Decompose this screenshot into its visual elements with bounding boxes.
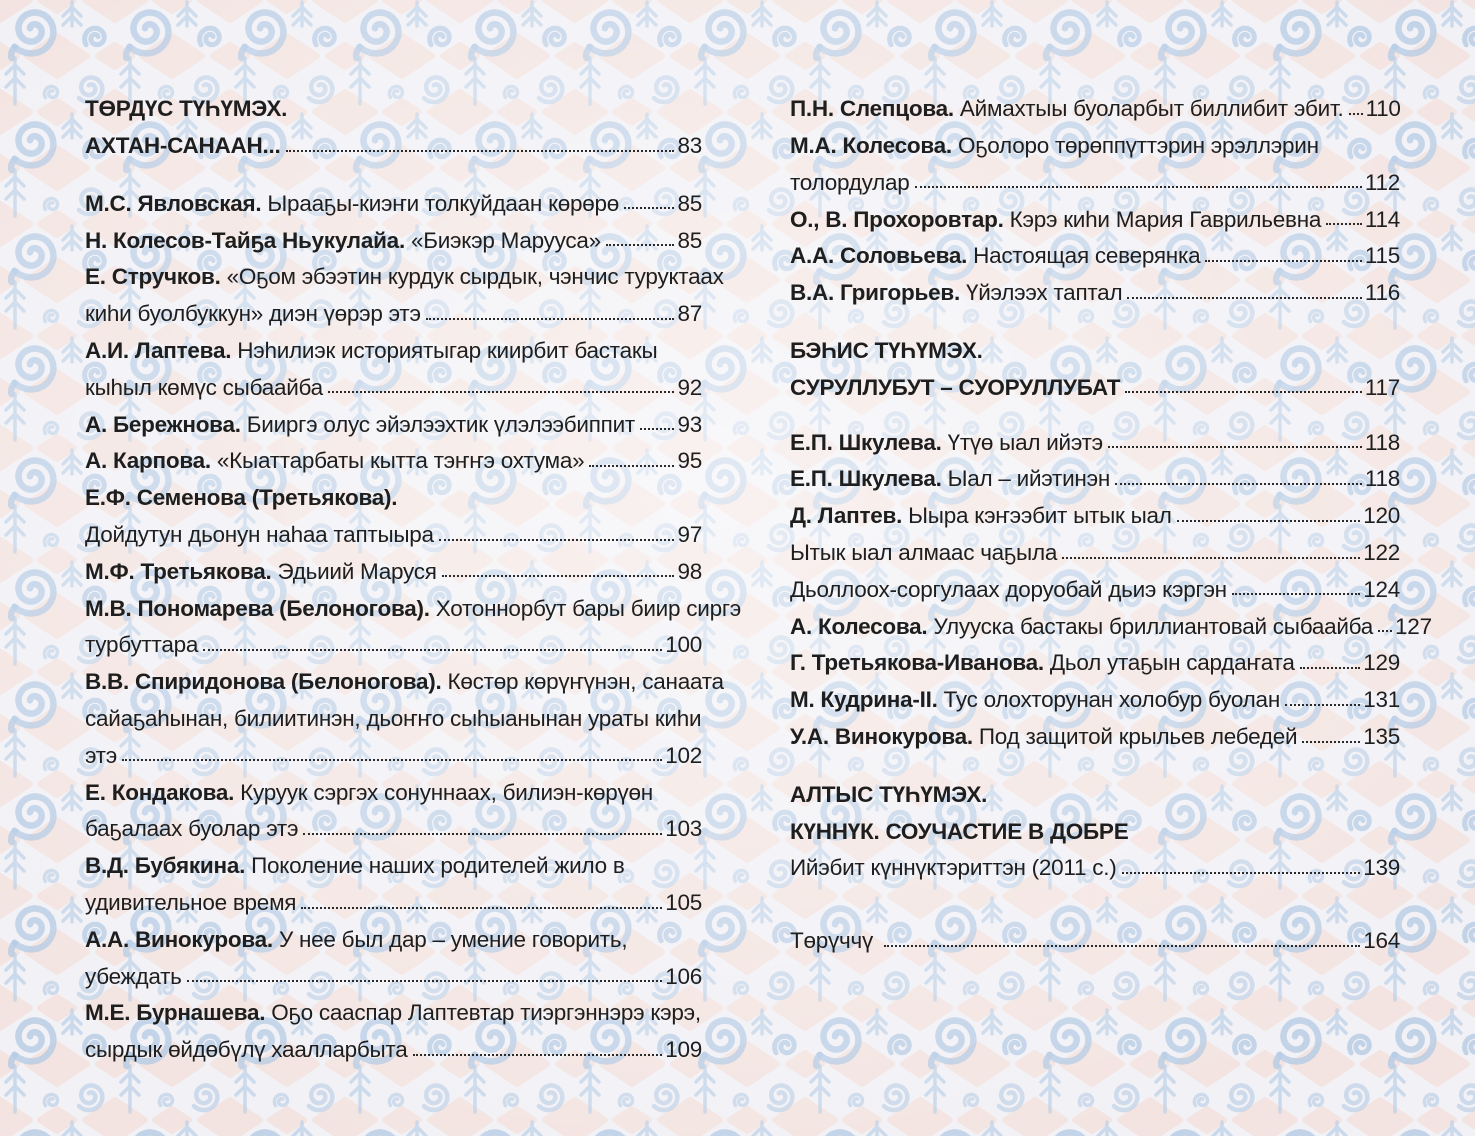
toc-entry-title: Ырааҕы-киэҥи толкуйдаан көрөрө <box>261 190 620 216</box>
leader-dots <box>1349 113 1363 115</box>
toc-column-right <box>790 84 1432 1062</box>
toc-entry-line <box>790 638 1400 675</box>
table-of-contents <box>85 84 1432 1063</box>
toc-entry-line <box>85 215 702 252</box>
page-number: 164 <box>1363 928 1400 954</box>
page-number: 103 <box>665 816 702 842</box>
page-number: 114 <box>1364 206 1400 232</box>
toc-entry-line <box>790 454 1400 491</box>
toc-entry-line <box>85 84 702 121</box>
page-number: 131 <box>1363 687 1400 713</box>
leader-dots <box>884 945 1360 947</box>
leader-dots <box>1285 704 1360 706</box>
toc-entry-line <box>85 179 702 216</box>
toc-entry-title: кыһыл көмүс сыбаайба <box>85 374 323 400</box>
toc-entry-title: этэ <box>85 742 118 768</box>
page-number: 87 <box>677 301 702 327</box>
toc-entry-line <box>790 843 1400 880</box>
toc-entry-author: А.И. Лаптева. <box>85 337 232 363</box>
page-number: 85 <box>677 190 702 216</box>
toc-entry-author: Н. Колесов-Тайҕа Ньукулайа. <box>85 227 405 253</box>
toc-entry-author: Е. Стручков. <box>85 264 221 290</box>
toc-entry-line <box>790 491 1400 528</box>
page-number: 109 <box>665 1037 702 1063</box>
page-number: 139 <box>1363 855 1400 881</box>
toc-entry-title: Нэһилиэк историятыгар киирбит бастакы <box>231 337 658 363</box>
toc-entry-author: А. Карпова. <box>85 448 211 474</box>
toc-entry-line <box>790 601 1432 639</box>
leader-dots <box>1302 741 1360 743</box>
toc-entry-line <box>790 84 1400 121</box>
page-number: 83 <box>677 132 702 158</box>
leader-dots <box>301 907 662 909</box>
leader-dots <box>1127 297 1362 299</box>
toc-entry-line <box>85 252 724 290</box>
page-number: 100 <box>665 632 702 658</box>
page-number: 112 <box>1364 169 1400 195</box>
toc-entry-author: В.В. Спиридонова (Белоногова). <box>85 669 442 695</box>
toc-entry-line <box>790 675 1400 712</box>
toc-entry-line <box>790 806 1400 843</box>
toc-entry-line <box>790 528 1400 565</box>
page-number: 120 <box>1363 503 1400 529</box>
toc-entry-author: О., В. Прохоровтар. <box>790 206 1004 232</box>
toc-entry-title: сырдык өйдөбүлү хаалларбыта <box>85 1037 408 1063</box>
toc-entry-author: М.В. Пономарева (Белоногова). <box>85 595 430 621</box>
leader-dots <box>1122 872 1361 874</box>
toc-entry-title: У нее был дар – умение говорить, <box>272 926 628 952</box>
section-spacer <box>790 749 1400 770</box>
toc-entry-line <box>790 158 1400 195</box>
toc-entry-author: Е.П. Шкулева. <box>790 429 942 455</box>
leader-dots <box>1062 557 1360 559</box>
toc-entry-title: Көстөр көрүҥүнэн, санаата <box>441 669 724 695</box>
toc-entry-title: Хотоннорбут бары биир сиргэ <box>429 595 742 621</box>
toc-entry-author: В.А. Григорьев. <box>790 280 960 306</box>
page-number: 129 <box>1363 650 1400 676</box>
toc-entry-author: М.Ф. Третьякова. <box>85 558 272 584</box>
page-number: 118 <box>1364 429 1400 455</box>
toc-entry-line <box>790 231 1400 268</box>
leader-dots <box>1378 630 1392 632</box>
toc-entry-title: убеждать <box>85 963 182 989</box>
toc-entry-title: баҕалаах буолар этэ <box>85 816 299 842</box>
page-number: 106 <box>665 963 702 989</box>
page-number: 110 <box>1365 96 1401 122</box>
toc-entry-line <box>85 289 702 326</box>
toc-entry-title: удивительное время <box>85 889 297 915</box>
toc-entry-title: сайаҕаһынан, билиитинэн, дьоҥҥо сыһыанынан ураты киһи <box>85 705 702 731</box>
leader-dots <box>589 465 674 467</box>
toc-entry-title: Куруук сэргэх сонуннаах, билиэн-көрүөн <box>234 779 653 805</box>
toc-entry-line <box>790 121 1400 158</box>
leader-dots <box>413 1054 663 1056</box>
leader-dots <box>1125 391 1362 393</box>
toc-entry-title: Ийэбит күннүктэриттэн (2011 с.) <box>790 855 1117 881</box>
page-number: 102 <box>665 742 702 768</box>
toc-entry-line <box>85 731 702 768</box>
toc-entry-line <box>790 417 1400 454</box>
section-spacer <box>790 880 1400 916</box>
toc-entry-author: М. Кудрина-II. <box>790 687 938 713</box>
toc-entry-title: Дьол утаҕын сардаҥата <box>1043 650 1295 676</box>
toc-entry-title: «Биэкэр Марууса» <box>404 227 601 253</box>
toc-entry-line <box>85 767 702 804</box>
toc-entry-author: Е.Ф. Семенова (Третьякова). <box>85 485 398 511</box>
toc-entry-title: «Кыаттарбаты кытта тэҥҥэ охтума» <box>210 448 585 474</box>
toc-entry-author: Д. Лаптев. <box>790 503 903 529</box>
leader-dots <box>303 833 662 835</box>
toc-entry-title: Ытык ыал алмаас чаҕыла <box>790 539 1058 565</box>
toc-entry-author: А. Бережнова. <box>85 411 241 437</box>
toc-entry-author: БЭҺИС ТҮҺҮМЭХ. <box>790 337 983 363</box>
page-number: 98 <box>677 558 702 584</box>
leader-dots <box>624 207 674 209</box>
page-number: 124 <box>1363 576 1400 602</box>
toc-entry-title: Тус олохторунан холобур буолан <box>937 687 1280 713</box>
toc-entry-title: Ыал – ийэтинэн <box>941 466 1110 492</box>
toc-entry-author: КҮННҮК. СОУЧАСТИЕ В ДОБРЕ <box>790 818 1129 844</box>
leader-dots <box>442 575 675 577</box>
leader-dots <box>1326 223 1362 225</box>
leader-dots <box>640 428 674 430</box>
toc-entry-author: А. Колесова. <box>790 613 928 639</box>
toc-entry-line <box>85 878 702 915</box>
toc-entry-title: «Оҕом эбээтин курдук сырдык, чэнчис туруктаах <box>220 264 724 290</box>
toc-entry-line <box>85 620 702 657</box>
toc-entry-author: АЛТЫС ТҮҺҮМЭХ. <box>790 781 988 807</box>
toc-entry-title: Дойдутун дьонун наһаа таптыыра <box>85 521 434 547</box>
leader-dots <box>915 186 1362 188</box>
toc-entry-title: Эдьиий Маруся <box>271 558 437 584</box>
toc-entry-line <box>790 712 1400 749</box>
toc-column-left <box>85 84 742 1063</box>
leader-dots <box>606 244 675 246</box>
toc-entry-line <box>790 565 1400 602</box>
toc-entry-line <box>790 916 1400 953</box>
toc-entry-line <box>85 363 702 400</box>
toc-entry-line <box>85 841 702 878</box>
leader-dots <box>1177 520 1361 522</box>
page-number: 105 <box>665 889 702 915</box>
toc-entry-line <box>790 326 1400 363</box>
page-number: 117 <box>1364 374 1400 400</box>
page-number: 118 <box>1364 466 1400 492</box>
toc-entry-title: Оҕолоро төрөппүттэрин эрэллэрин <box>951 132 1319 158</box>
toc-entry-line <box>790 770 1400 807</box>
toc-entry-author: ТӨРДҮС ТҮҺҮМЭХ. <box>85 96 288 122</box>
page-number: 127 <box>1395 613 1432 639</box>
toc-entry-line <box>85 1025 702 1062</box>
page-number: 95 <box>677 448 702 474</box>
section-spacer <box>790 399 1400 417</box>
leader-dots <box>328 391 675 393</box>
leader-dots <box>1300 667 1361 669</box>
toc-entry-line <box>85 583 742 621</box>
toc-entry-line <box>85 121 702 158</box>
toc-entry-author: Е. Кондакова. <box>85 779 235 805</box>
toc-entry-title: Дьоллоох-соргулаах доруобай дьиэ кэргэн <box>790 576 1227 602</box>
toc-entry-line <box>85 436 702 473</box>
leader-dots <box>1232 593 1360 595</box>
section-spacer <box>790 305 1400 326</box>
toc-entry-line <box>790 268 1400 305</box>
toc-entry-title: Кэрэ киһи Мария Гаврильевна <box>1003 206 1322 232</box>
toc-entry-title: Улууска бастакы бриллиантовай сыбаайба <box>927 613 1374 639</box>
toc-entry-line <box>85 547 702 584</box>
toc-entry-line <box>85 915 702 952</box>
toc-entry-title: Төрүччү <box>790 928 879 954</box>
toc-entry-title: Үтүө ыал ийэтэ <box>941 429 1103 455</box>
toc-entry-title: Поколение наших родителей жило в <box>245 853 625 879</box>
toc-entry-author: П.Н. Слепцова. <box>790 96 954 122</box>
toc-entry-title: Аймахтыы буоларбыт биллибит эбит. <box>953 96 1344 122</box>
toc-entry-title: Настоящая северянка <box>967 243 1201 269</box>
toc-entry-title: Ыыра кэҥээбит ытык ыал <box>902 503 1172 529</box>
toc-entry-title: турбуттара <box>85 632 199 658</box>
toc-entry-author: М.А. Колесова. <box>790 132 952 158</box>
leader-dots <box>1205 260 1362 262</box>
page-number: 93 <box>677 411 702 437</box>
toc-entry-line <box>85 951 702 988</box>
toc-entry-author: АХТАН-САНААН... <box>85 132 281 158</box>
toc-entry-title: киһи буолбуккун» диэн үөрэр этэ <box>85 301 421 327</box>
page-number: 115 <box>1364 243 1400 269</box>
toc-entry-author: М.С. Явловская. <box>85 190 262 216</box>
leader-dots <box>187 980 663 982</box>
toc-entry-line <box>85 694 702 731</box>
leader-dots <box>439 539 675 541</box>
page-number: 116 <box>1364 280 1400 306</box>
toc-entry-line <box>85 473 702 510</box>
toc-entry-author: У.А. Винокурова. <box>790 723 973 749</box>
page-number: 97 <box>677 521 702 547</box>
toc-entry-author: В.Д. Бубякина. <box>85 853 246 879</box>
leader-dots <box>203 649 662 651</box>
toc-entry-author: Е.П. Шкулева. <box>790 466 942 492</box>
toc-entry-author: СУРУЛЛУБУТ – СУОРУЛЛУБАТ <box>790 374 1121 400</box>
toc-entry-line <box>85 510 702 547</box>
toc-entry-title: Үйэлээх таптал <box>959 280 1123 306</box>
toc-entry-line <box>790 363 1400 400</box>
toc-entry-author: Г. Третьякова-Иванова. <box>790 650 1044 676</box>
toc-entry-author: А.А. Соловьева. <box>790 243 968 269</box>
toc-entry-author: М.Е. Бурнашева. <box>85 1000 266 1026</box>
toc-entry-line <box>85 657 724 695</box>
toc-entry-title: толордулар <box>790 169 910 195</box>
toc-entry-title: Под защитой крыльев лебедей <box>972 723 1298 749</box>
leader-dots <box>1115 483 1362 485</box>
page-number: 122 <box>1363 539 1400 565</box>
page-number: 135 <box>1363 723 1400 749</box>
toc-entry-line <box>85 988 702 1025</box>
toc-entry-line <box>85 326 702 363</box>
leader-dots <box>286 150 675 152</box>
toc-entry-title: Оҕо сааспар Лаптевтар тиэргэннэрэ кэрэ, <box>265 1000 701 1026</box>
toc-entry-line <box>85 804 702 841</box>
toc-entry-author: А.А. Винокурова. <box>85 926 273 952</box>
toc-entry-line <box>790 194 1400 231</box>
toc-entry-line <box>85 399 702 436</box>
leader-dots <box>1108 446 1362 448</box>
leader-dots <box>426 318 675 320</box>
page-number: 92 <box>677 374 702 400</box>
page-number: 85 <box>677 227 702 253</box>
leader-dots <box>122 759 662 761</box>
toc-entry-title: Бииргэ олус эйэлээхтик үлэлээбиппит <box>240 411 635 437</box>
section-spacer <box>85 158 702 179</box>
